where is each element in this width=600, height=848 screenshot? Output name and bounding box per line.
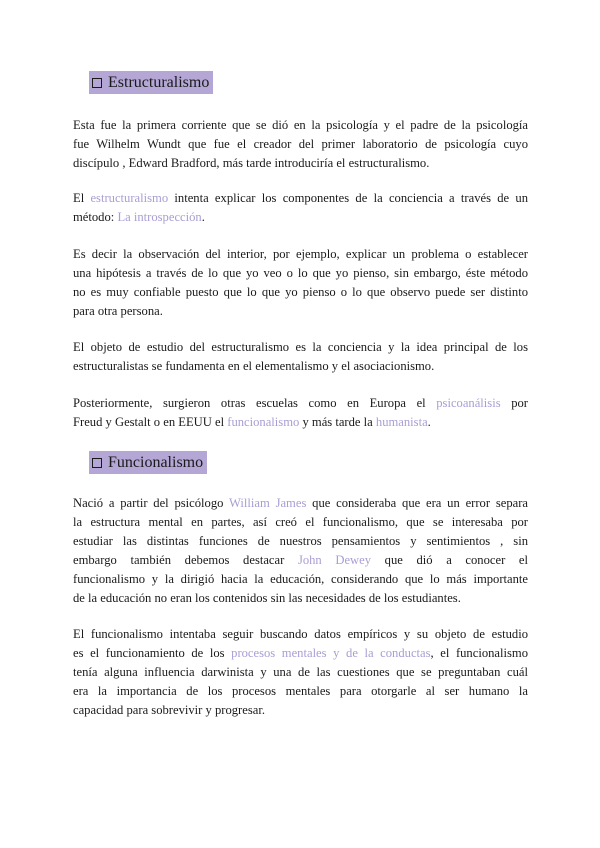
text-run: la estructura mental en partes, así creó el funcionalismo, que se interesaba por: [73, 515, 528, 529]
text-run: El objeto de estudio del estructuralismo es la conciencia y la idea principal de los: [73, 340, 528, 354]
text-run: por: [500, 396, 528, 410]
paragraph: [73, 338, 528, 376]
text-line: [73, 264, 528, 283]
text-line: [73, 413, 528, 432]
text-line: [73, 245, 528, 264]
text-line: [73, 154, 528, 173]
text-run: era la importancia de los procesos mentales para otorgarle al ser humano la: [73, 684, 528, 698]
text-line: [73, 494, 528, 513]
heading-label: Funcionalismo: [108, 453, 204, 471]
paragraph: [73, 189, 528, 227]
text-line: [73, 189, 528, 208]
text-line: [73, 682, 528, 701]
text-run: de la educación no eran los contenidos sin las necesidades de los estudiantes.: [73, 591, 461, 605]
text-run: intenta explicar los componentes de la conciencia a través de un: [168, 191, 528, 205]
text-run: para otra persona.: [73, 304, 163, 318]
highlighted-term: estructuralismo: [90, 191, 169, 205]
text-run: Esta fue la primera corriente que se dió en la psicología y el padre de la psicología: [73, 118, 528, 132]
text-run: estructuralistas se fundamenta en el elementalismo y el asociacionismo.: [73, 359, 435, 373]
highlighted-term: psicoanálisis: [436, 396, 501, 410]
text-run: .: [427, 415, 431, 429]
paragraph: [73, 245, 528, 321]
text-line: [73, 135, 528, 154]
text-run: estudiar las distintas funciones de nuestros pensamientos y sentimientos , sin: [73, 534, 528, 548]
text-line: [73, 570, 528, 589]
heading-label: Estructuralismo: [108, 73, 210, 91]
text-line: [73, 208, 528, 227]
text-run: que dió a conocer el: [371, 553, 528, 567]
highlighted-term: La introspección: [117, 210, 202, 224]
paragraph: [73, 494, 528, 608]
text-run: El funcionalismo intentaba seguir buscando datos empíricos y su objeto de estudio: [73, 627, 528, 641]
text-line: [73, 663, 528, 682]
highlighted-term: procesos mentales y de la conductas: [231, 646, 431, 660]
text-line: [73, 644, 528, 663]
text-run: método:: [73, 210, 118, 224]
text-run: no es muy confiable puesto que lo que yo pienso o lo que observo puede ser distinto: [73, 285, 528, 299]
text-run: y más tarde la: [299, 415, 376, 429]
highlighted-term: William James: [229, 496, 307, 510]
section-heading-funcionalismo: [89, 451, 207, 474]
text-line: [73, 283, 528, 302]
text-line: [73, 551, 528, 570]
text-line: [73, 302, 528, 321]
text-line: [73, 589, 528, 608]
text-run: El: [73, 191, 91, 205]
text-line: [73, 625, 528, 644]
text-run: Es decir la observación del interior, por ejemplo, explicar un problema o establecer: [73, 247, 528, 261]
text-run: discípulo , Edward Bradford, más tarde introduciría el estructuralismo.: [73, 156, 430, 170]
text-line: [73, 394, 528, 413]
text-run: Nació a partir del psicólogo: [73, 496, 230, 510]
text-run: capacidad para sobrevivir y progresar.: [73, 703, 265, 717]
text-run: funcionalismo y la dirigió hacia la educación, considerando que lo más importante: [73, 572, 528, 586]
checkbox-empty-icon: [92, 78, 102, 88]
text-line: [73, 357, 528, 376]
text-run: fue Wilhelm Wundt que fue el creador del primer laboratorio de psicología cuyo: [73, 137, 528, 151]
text-run: .: [201, 210, 205, 224]
text-run: embargo también debemos destacar: [73, 553, 298, 567]
highlighted-term: funcionalismo: [227, 415, 300, 429]
text-line: [73, 701, 528, 720]
highlighted-term: humanista: [375, 415, 428, 429]
text-run: es el funcionamiento de los: [73, 646, 232, 660]
text-line: [73, 338, 528, 357]
paragraph: [73, 394, 528, 432]
text-line: [73, 532, 528, 551]
section-heading-estructuralismo: [89, 71, 213, 94]
text-run: que consideraba que era un error separa: [306, 496, 528, 510]
paragraph: [73, 116, 528, 173]
text-run: una hipótesis a través de lo que yo veo o lo que yo pienso, sin embargo, éste método: [73, 266, 528, 280]
text-run: Posteriormente, surgieron otras escuelas como en Europa el: [73, 396, 437, 410]
checkbox-empty-icon: [92, 458, 102, 468]
text-line: [73, 116, 528, 135]
text-run: , el funcionalismo: [430, 646, 528, 660]
text-run: tenía alguna influencia darwinista y una de las cuestiones que se preguntaban cuál: [73, 665, 528, 679]
paragraph: [73, 625, 528, 720]
text-line: [73, 513, 528, 532]
highlighted-term: John Dewey: [297, 553, 372, 567]
text-run: Freud y Gestalt o en EEUU el: [73, 415, 228, 429]
